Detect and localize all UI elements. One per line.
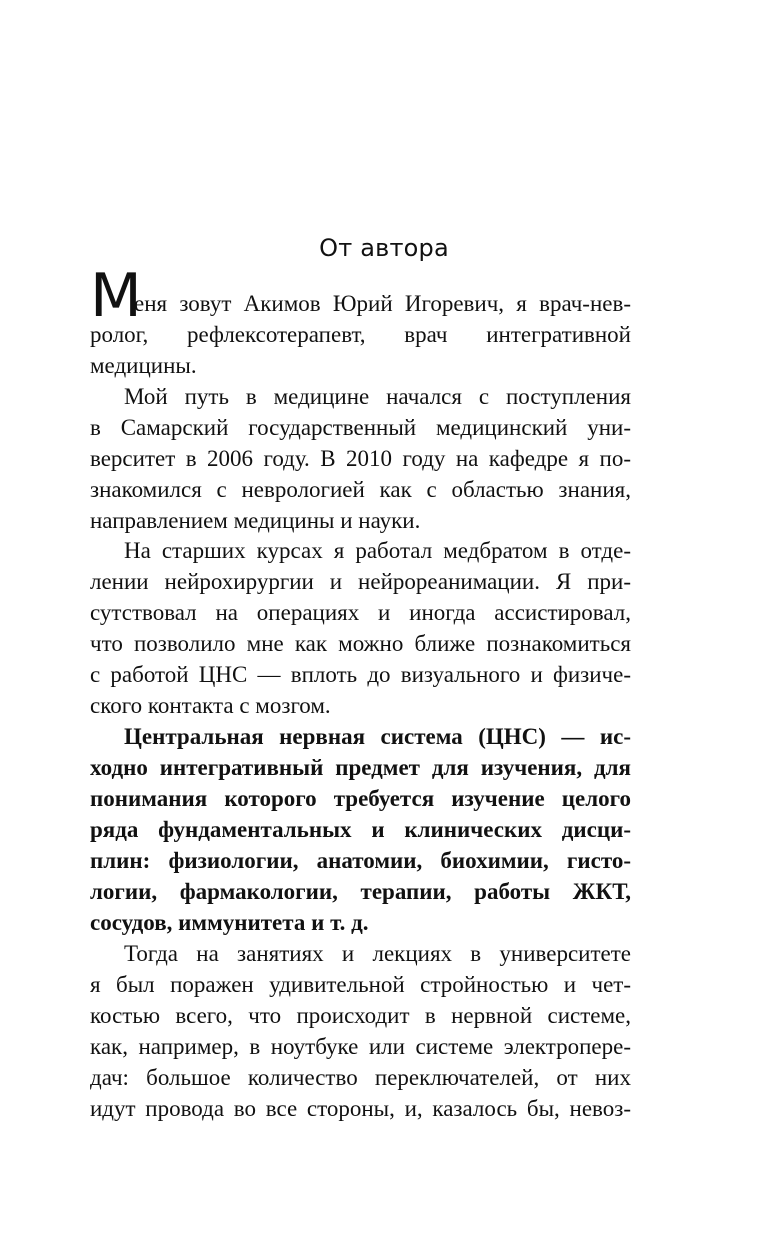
text-line: еня зовут Акимов Юрий Игоревич, я врач-нев- — [134, 291, 631, 316]
text-line: костью всего, что происходит в нервной системе, — [90, 1003, 631, 1028]
bold-text-line: понимания которого требуется изучение целого — [90, 786, 631, 811]
bold-text-line: сосудов, иммунитета и т. д. — [90, 910, 369, 935]
text-line: сутствовал на операциях и иногда ассистировал, — [90, 600, 631, 625]
drop-cap: М — [90, 261, 142, 331]
text-line: с работой ЦНС — вплоть до визуального и физиче- — [90, 662, 631, 687]
text-line: идут провода во все стороны, и, казалось бы, невоз- — [90, 1096, 631, 1121]
text-line: лении нейрохирургии и нейрореанимации. Я при- — [90, 569, 631, 594]
bold-text-line: Центральная нервная система (ЦНС) — ис- — [124, 724, 631, 749]
text-line: На старших курсах я работал медбратом в отде- — [124, 538, 631, 563]
bold-text-line: ходно интегративный предмет для изучения, для — [90, 755, 631, 780]
text-line: что позволило мне как можно ближе познакомиться — [90, 631, 631, 656]
text-line: направлением медицины и науки. — [90, 508, 421, 533]
section-heading: От автора — [319, 234, 449, 262]
text-line: медицины. — [90, 353, 197, 378]
text-line: в Самарский государственный медицинский уни- — [90, 415, 631, 440]
bold-text-line: логии, фармакологии, терапии, работы ЖКТ, — [90, 879, 631, 904]
text-line: Мой путь в медицине начался с поступления — [124, 384, 631, 409]
text-line: верситет в 2006 году. В 2010 году на кафедре я по- — [90, 446, 631, 471]
text-line: знакомился с неврологией как с областью знания, — [90, 477, 631, 502]
text-line: ролог, рефлексотерапевт, врач интегративной — [90, 322, 631, 347]
bold-text-line: ряда фундаментальных и клинических дисци- — [90, 817, 631, 842]
text-line: Тогда на занятиях и лекциях в университете — [124, 941, 631, 966]
text-line: ского контакта с мозгом. — [90, 693, 331, 718]
text-line: я был поражен удивительной стройностью и чет- — [90, 972, 631, 997]
bold-text-line: плин: физиологии, анатомии, биохимии, гисто- — [90, 848, 631, 873]
text-line: как, например, в ноутбуке или системе электропере- — [90, 1034, 631, 1059]
text-line: дач: большое количество переключателей, от них — [90, 1065, 631, 1090]
